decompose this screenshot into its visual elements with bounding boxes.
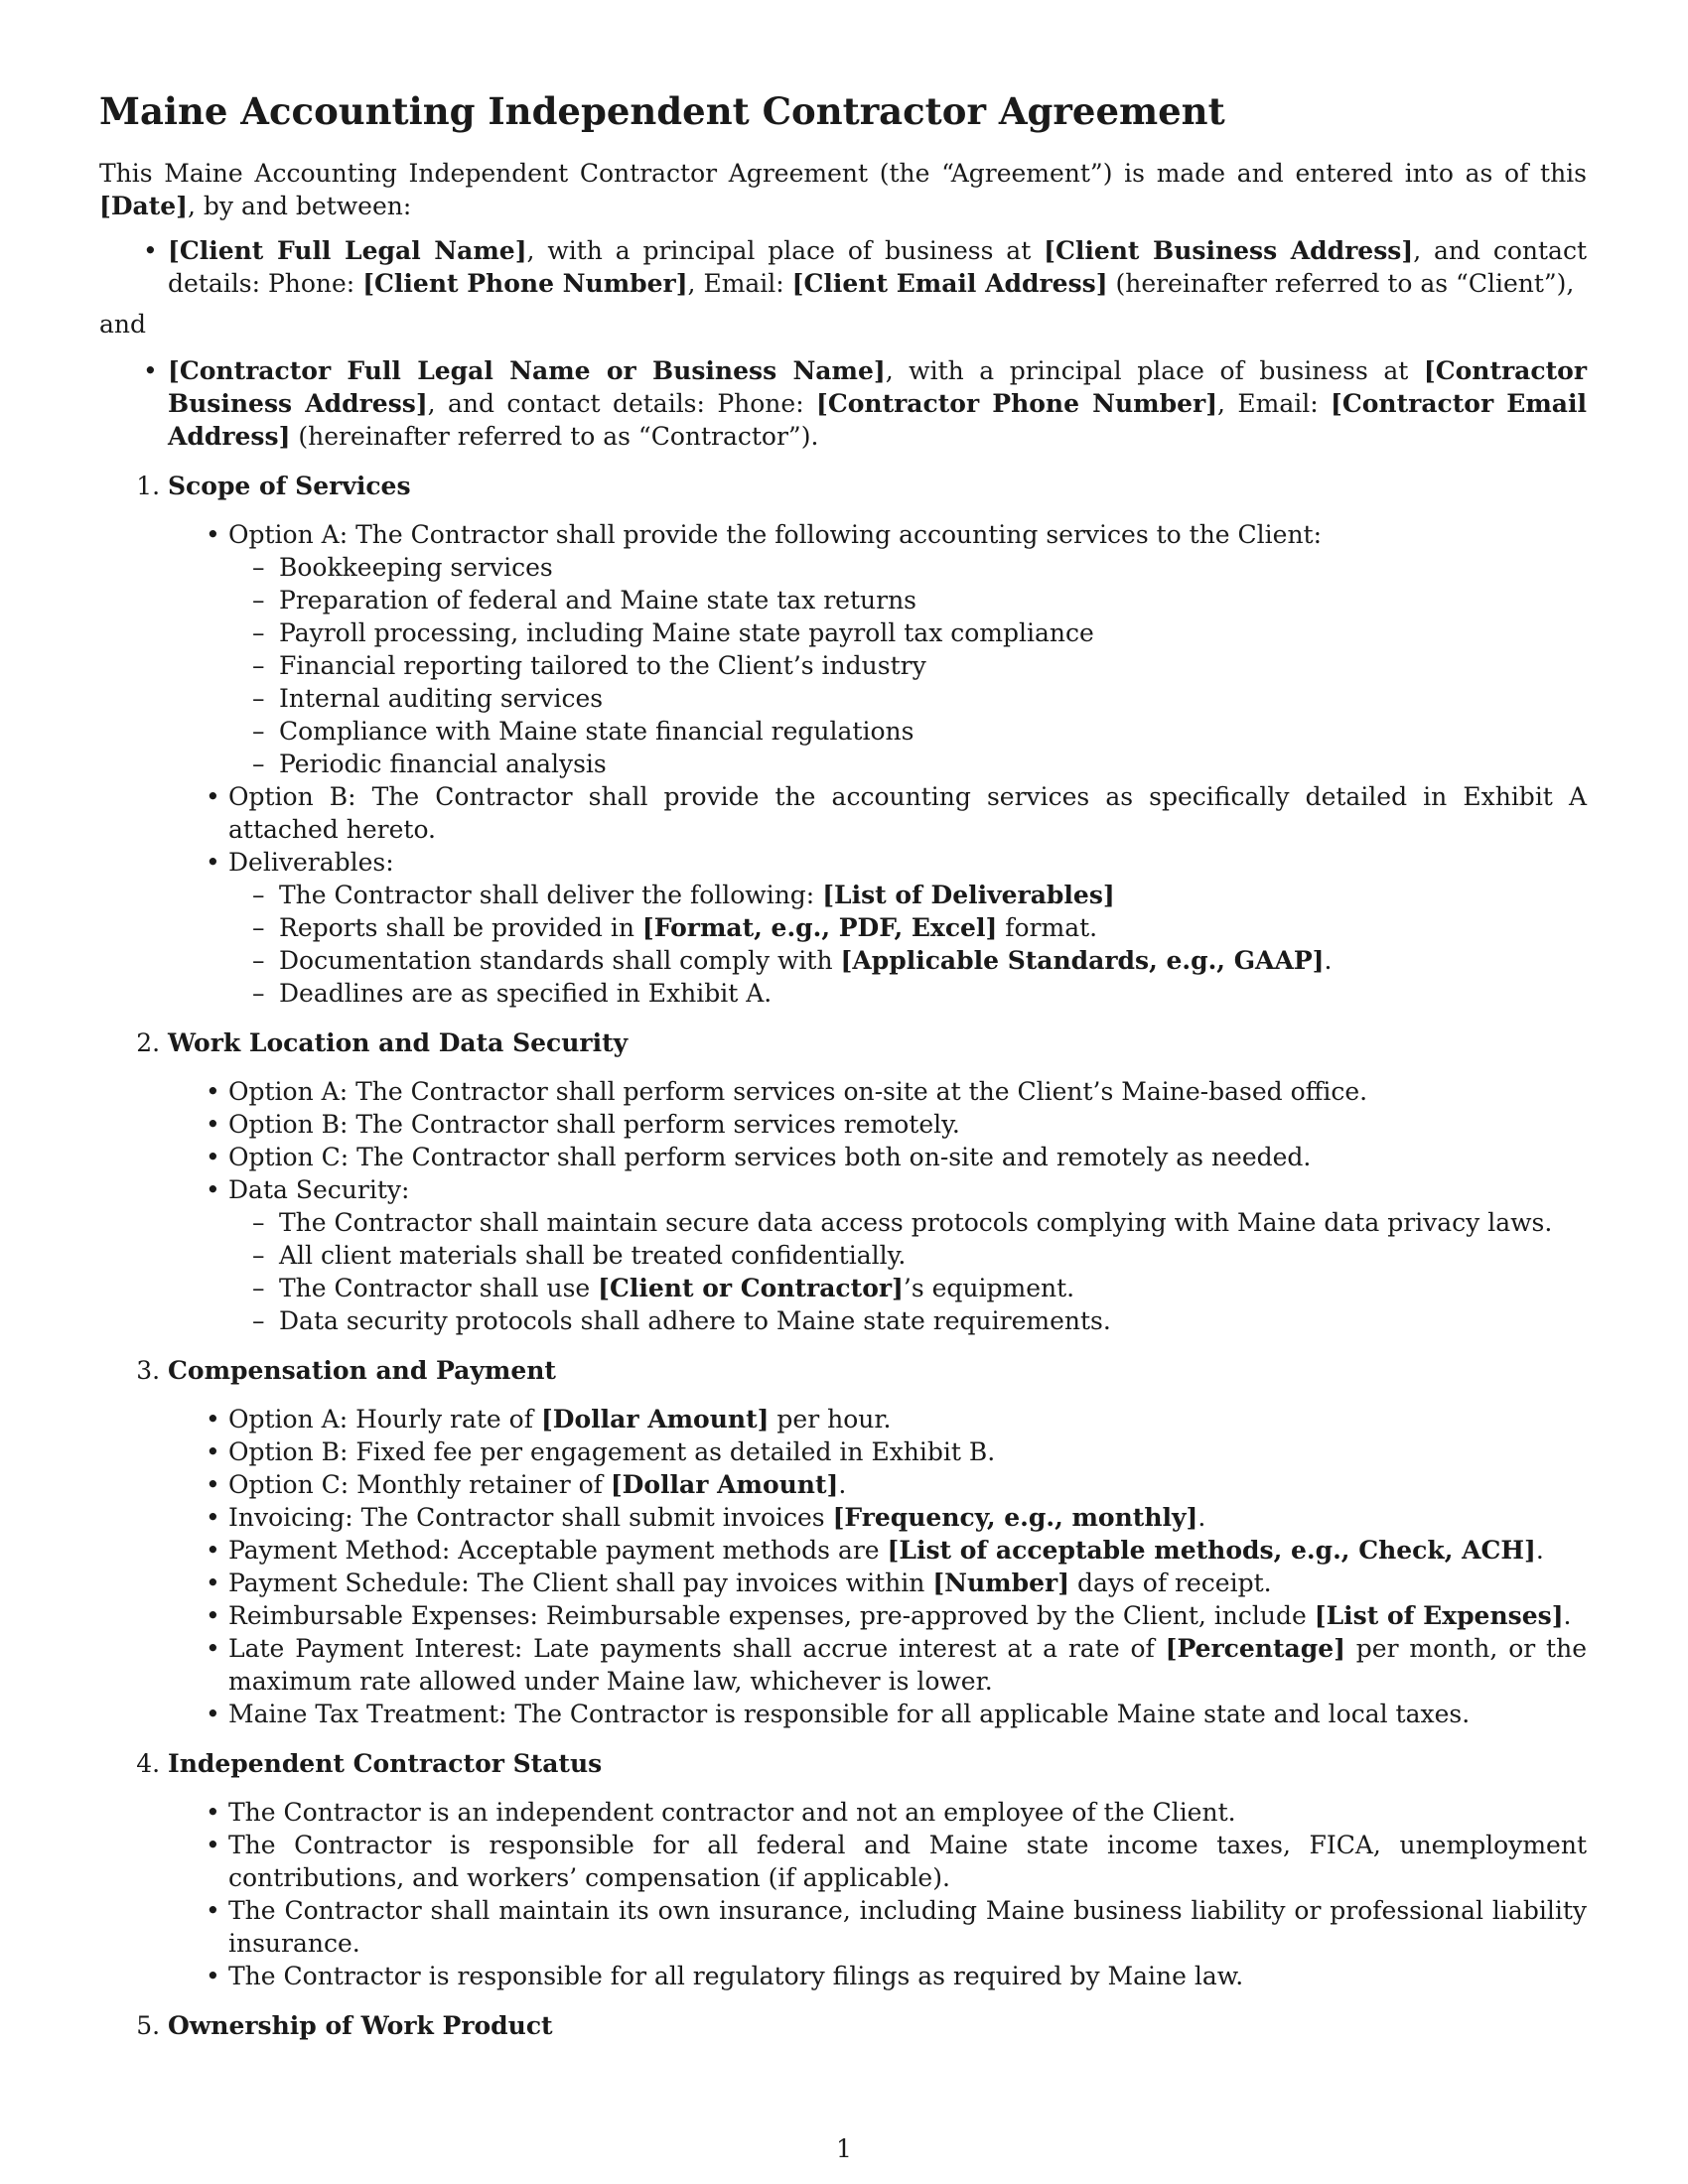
list-item: • Maine Tax Treatment: The Contractor is responsible for all applicable Maine state and local taxes. [228,1698,1587,1730]
list-item: • Reimbursable Expenses: Reimbursable expenses, pre-approved by the Client, include [List of Expenses]. [228,1599,1587,1632]
list-item: – Periodic financial analysis [279,748,1587,780]
list-item: – Bookkeeping services [279,551,1587,584]
list-item: – Data security protocols shall adhere to Maine state requirements. [279,1304,1587,1337]
section-compensation [99,1354,1587,1730]
deliverables-list [228,879,1587,1010]
list-item: • Option C: The Contractor shall perform services both on-site and remotely as needed. [228,1141,1587,1173]
list-item: • Late Payment Interest: Late payments shall accrue interest at a rate of [Percentage] per month, or the maximum rate allowed under Maine law, whichever is lower. [228,1632,1587,1698]
list-item: • Option B: The Contractor shall perform services remotely. [228,1108,1587,1141]
list-item: – Documentation standards shall comply with [Applicable Standards, e.g., GAAP]. [279,944,1587,977]
list-item: • Option A: The Contractor shall provide the following accounting services to the Client: – Bookkeeping services – Preparation of federal and Maine state tax returns – Payroll processing, including Maine state payroll tax compliance – Financial reporting tailored to the Client’s industry – Internal auditing services – Compliance with Maine state financial regulations – Periodic financial analysis [228,518,1587,780]
list-item: • Payment Schedule: The Client shall pay invoices within [Number] days of receipt. [228,1567,1587,1599]
client-party [99,234,1587,300]
list-item: • The Contractor is an independent contractor and not an employee of the Client. [228,1796,1587,1829]
contractor-details: • [Contractor Full Legal Name or Business Name], with a principal place of business at [Contractor Business Address], and contact details: Phone: [Contractor Phone Number], Email: [Contractor Email Address] (hereinafter referred to as “Contractor”). [168,354,1587,453]
list-item: • Option A: The Contractor shall perform services on-site at the Client’s Maine-based office. [228,1075,1587,1108]
section-heading: 2. Work Location and Data Security [136,1028,629,1057]
section-heading: 3. Compensation and Payment [136,1356,556,1385]
list-item: – The Contractor shall deliver the following: [List of Deliverables] [279,879,1587,911]
list-item: • Data Security: – The Contractor shall maintain secure data access protocols complying with Maine data privacy laws. – All client materials shall be treated confidentially. – The Contractor shall use [Client or Contractor]’s equipment. – Data security protocols shall adhere to Maine state requirements. [228,1173,1587,1337]
list-item: – Preparation of federal and Maine state tax returns [279,584,1587,616]
section-contractor-status [99,1747,1587,1992]
and-connector: and [99,310,147,339]
client-details: • [Client Full Legal Name], with a principal place of business at [Client Business Address], and contact details: Phone: [Client Phone Number], Email: [Client Email Address] (hereinafter referred to as “Client”), [168,234,1587,300]
list-item: – The Contractor shall use [Client or Contractor]’s equipment. [279,1272,1587,1304]
section-work-location [99,1026,1587,1337]
list-item: • Deliverables: – The Contractor shall deliver the following: [List of Deliverables] – Reports shall be provided in [Format, e.g., PDF, Excel] format. – Documentation standards shall comply with [Applicable Standards, e.g., GAAP]. – Deadlines are as specified in Exhibit A. [228,846,1587,1010]
list-item: • Payment Method: Acceptable payment methods are [List of acceptable methods, e.g., Check, ACH]. [228,1534,1587,1567]
list-item: • The Contractor is responsible for all federal and Maine state income taxes, FICA, unemployment contributions, and workers’ compensation (if applicable). [228,1829,1587,1894]
list-item: – The Contractor shall maintain secure data access protocols complying with Maine data privacy laws. [279,1206,1587,1239]
date-placeholder: [Date] [99,192,188,220]
data-security-list [228,1206,1587,1337]
sections-list [99,470,1587,2042]
contractor-party [99,354,1587,453]
list-item: • Invoicing: The Contractor shall submit invoices [Frequency, e.g., monthly]. [228,1501,1587,1534]
list-item: – Financial reporting tailored to the Client’s industry [279,649,1587,682]
list-item: • Option B: The Contractor shall provide the accounting services as specifically detailed in Exhibit A attached hereto. [228,780,1587,846]
page-number: 1 [836,2134,852,2163]
section-heading: 1. Scope of Services [136,472,411,500]
list-item: – Deadlines are as specified in Exhibit A. [279,977,1587,1010]
section-scope-of-services [99,470,1587,1010]
list-item: – Payroll processing, including Maine state payroll tax compliance [279,616,1587,649]
list-item: • The Contractor shall maintain its own insurance, including Maine business liability or professional liability insurance. [228,1894,1587,1960]
list-item: • Option C: Monthly retainer of [Dollar Amount]. [228,1468,1587,1501]
intro-paragraph: This Maine Accounting Independent Contractor Agreement (the “Agreement”) is made and entered into as of this [Date], by and between: [99,159,1587,220]
services-list [228,551,1587,780]
section-ownership [99,2009,1587,2042]
section-heading: 4. Independent Contractor Status [136,1749,603,1778]
document-page [99,89,1587,2058]
list-item: • The Contractor is responsible for all regulatory filings as required by Maine law. [228,1960,1587,1992]
document-title: Maine Accounting Independent Contractor Agreement [99,89,1225,133]
list-item: – Internal auditing services [279,682,1587,715]
list-item: – All client materials shall be treated confidentially. [279,1239,1587,1272]
list-item: • Option B: Fixed fee per engagement as detailed in Exhibit B. [228,1435,1587,1468]
list-item: – Compliance with Maine state financial regulations [279,715,1587,748]
section-heading: 5. Ownership of Work Product [136,2011,553,2040]
list-item: • Option A: Hourly rate of [Dollar Amount] per hour. [228,1403,1587,1435]
list-item: – Reports shall be provided in [Format, e.g., PDF, Excel] format. [279,911,1587,944]
